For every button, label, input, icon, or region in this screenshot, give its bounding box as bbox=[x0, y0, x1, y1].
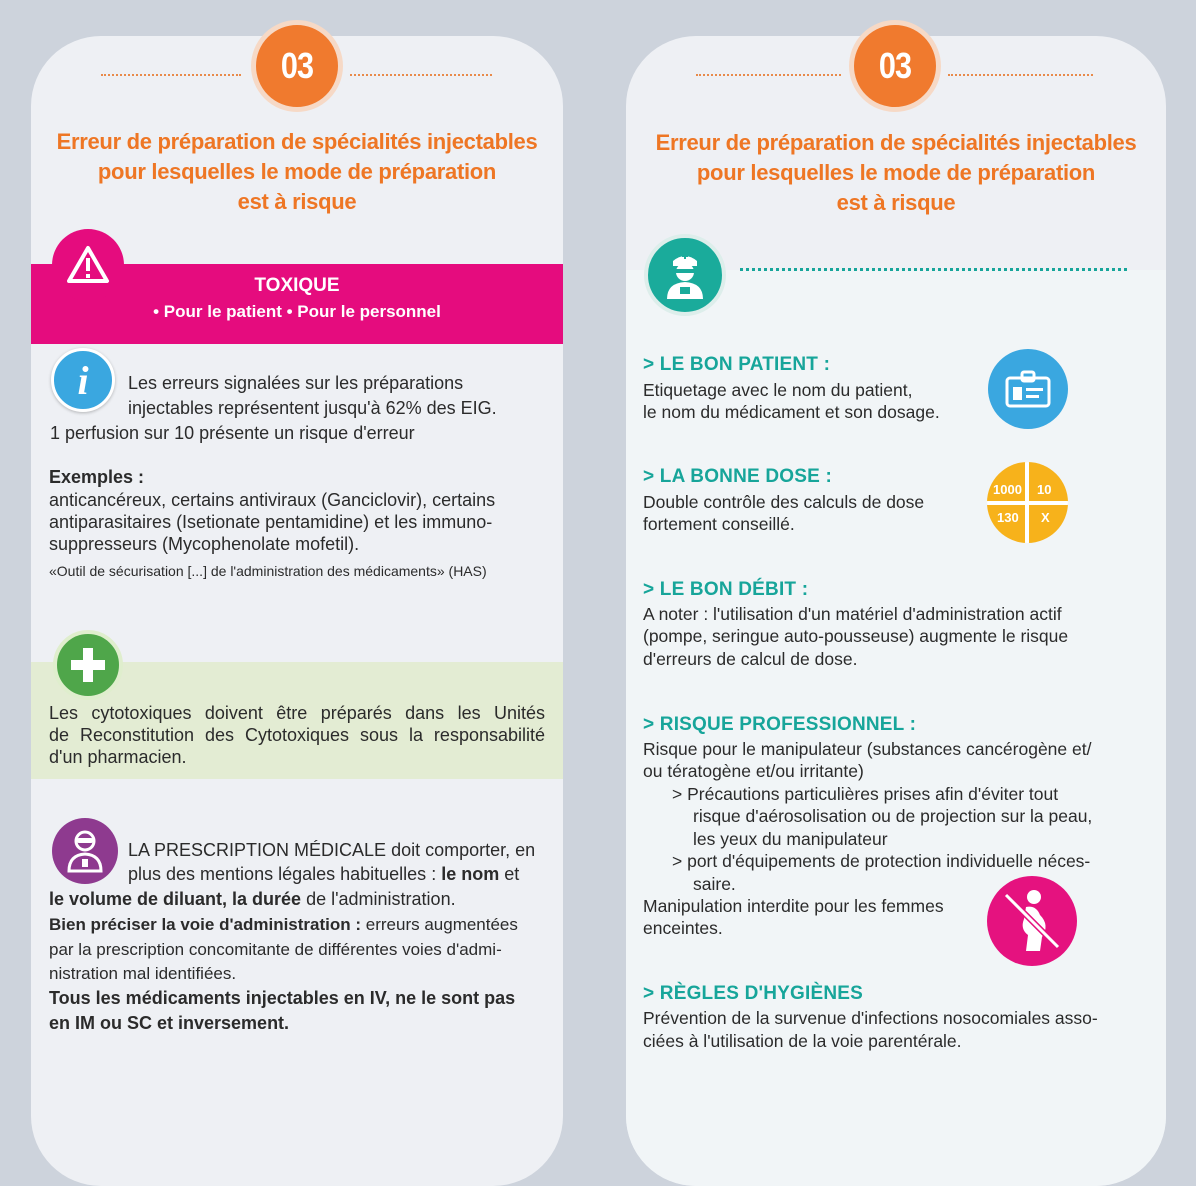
divider-right-b bbox=[948, 74, 1093, 76]
prescription-line-4: Bien préciser la voie d'administration : erreurs augmentées bbox=[49, 915, 518, 934]
risque-bullet-1-line-3: les yeux du manipulateur bbox=[693, 829, 888, 849]
debit-line-3: d'erreurs de calcul de dose. bbox=[643, 649, 858, 669]
risque-bullet-2-line-1: > port d'équipements de protection individuelle néces- bbox=[672, 851, 1091, 871]
divider-left-b bbox=[350, 74, 492, 76]
examples-line-1: anticancéreux, certains antiviraux (Ganciclovir), certains bbox=[49, 490, 496, 510]
info-icon: i bbox=[51, 348, 115, 412]
examples-heading: Exemples : bbox=[49, 467, 145, 487]
no-pregnant-icon bbox=[987, 876, 1077, 966]
risque-bullet-2-line-2: saire. bbox=[693, 874, 736, 894]
examples-line-3: suppresseurs (Mycophenolate mofetil). bbox=[49, 534, 360, 554]
patient-line-1: Etiquetage avec le nom du patient, bbox=[643, 380, 913, 400]
risque-line-2: ou tératogène et/ou irritante) bbox=[643, 761, 864, 781]
step-badge-right: 03 bbox=[849, 20, 941, 112]
divider-right-a bbox=[696, 74, 841, 76]
calculator-icon bbox=[987, 462, 1068, 543]
prescription-line-1: LA PRESCRIPTION MÉDICALE doit comporter, en bbox=[128, 840, 536, 860]
cytotox-line-3: d'un pharmacien. bbox=[49, 747, 187, 767]
step-badge-left: 03 bbox=[251, 20, 343, 112]
risque-bullet-1-line-2: risque d'aérosolisation ou de projection sur la peau, bbox=[693, 806, 1093, 826]
prescription-line-5: par la prescription concomitante de différentes voies d'admi- bbox=[49, 940, 502, 959]
heading-risque: > RISQUE PROFESSIONNEL : bbox=[643, 714, 917, 735]
risque-line-3: Manipulation interdite pour les femmes bbox=[643, 896, 944, 916]
cytotox-line-1: Les cytotoxiques doivent être préparés dans les Unités bbox=[49, 703, 545, 723]
left-title: Erreur de préparation de spécialités injectables pour lesquelles le mode de préparation est à risque bbox=[56, 129, 538, 214]
prescription-line-3: le volume de diluant, la durée de l'administration. bbox=[49, 889, 456, 909]
examples-line-2: antiparasitaires (Isetionate pentamidine) et les immuno- bbox=[49, 512, 493, 532]
prescription-line-2: plus des mentions légales habituelles : le nom et bbox=[128, 864, 520, 884]
heading-hygiene: > RÈGLES D'HYGIÈNES bbox=[643, 983, 864, 1004]
prescription-line-7: Tous les médicaments injectables en IV, ne le sont pas bbox=[49, 988, 516, 1008]
info-line-2: injectables représentent jusqu'à 62% des EIG. bbox=[128, 398, 497, 418]
right-title: Erreur de préparation de spécialités injectables pour lesquelles le mode de préparation est à risque bbox=[655, 130, 1137, 215]
calc-label-1000: 1000 bbox=[993, 482, 1022, 497]
risque-bullet-1-line-1: > Précautions particulières prises afin d'éviter tout bbox=[672, 784, 1059, 804]
debit-line-1: A noter : l'utilisation d'un matériel d'administration actif bbox=[643, 604, 1062, 624]
toxique-title: TOXIQUE bbox=[254, 275, 340, 296]
id-card-icon bbox=[988, 349, 1068, 429]
hygiene-line-1: Prévention de la survenue d'infections nosocomiales asso- bbox=[643, 1008, 1098, 1028]
risque-line-1: Risque pour le manipulateur (substances cancérogène et/ bbox=[643, 739, 1092, 759]
patient-line-2: le nom du médicament et son dosage. bbox=[643, 402, 940, 422]
nurse-icon bbox=[644, 234, 726, 316]
heading-dose: > LA BONNE DOSE : bbox=[643, 466, 833, 487]
hygiene-line-2: ciées à l'utilisation de la voie parentérale. bbox=[643, 1031, 962, 1051]
doctor-icon bbox=[52, 818, 118, 884]
calc-label-10: 10 bbox=[1037, 482, 1052, 497]
calc-label-x: X bbox=[1041, 510, 1050, 525]
prescription-line-8: en IM ou SC et inversement. bbox=[49, 1013, 290, 1033]
teal-divider bbox=[740, 268, 1127, 271]
debit-line-2: (pompe, seringue auto-pousseuse) augmente le risque bbox=[643, 626, 1069, 646]
toxique-subtitle: • Pour le patient • Pour le personnel bbox=[153, 302, 441, 321]
prescription-line-6: nistration mal identifiées. bbox=[49, 964, 237, 983]
heading-debit: > LE BON DÉBIT : bbox=[643, 579, 809, 600]
risque-line-4: enceintes. bbox=[643, 918, 723, 938]
examples-source: «Outil de sécurisation [...] de l'administration des médicaments» (HAS) bbox=[49, 563, 487, 579]
plus-icon bbox=[53, 630, 123, 700]
cytotox-line-2: de Reconstitution des Cytotoxiques sous la responsabilité bbox=[49, 725, 545, 745]
info-line-3: 1 perfusion sur 10 présente un risque d'erreur bbox=[50, 423, 415, 443]
divider-left-a bbox=[101, 74, 241, 76]
heading-patient: > LE BON PATIENT : bbox=[643, 354, 831, 375]
calc-label-130: 130 bbox=[997, 510, 1019, 525]
info-line-1: Les erreurs signalées sur les préparations bbox=[128, 373, 464, 393]
dose-line-2: fortement conseillé. bbox=[643, 514, 795, 534]
dose-line-1: Double contrôle des calculs de dose bbox=[643, 492, 925, 512]
